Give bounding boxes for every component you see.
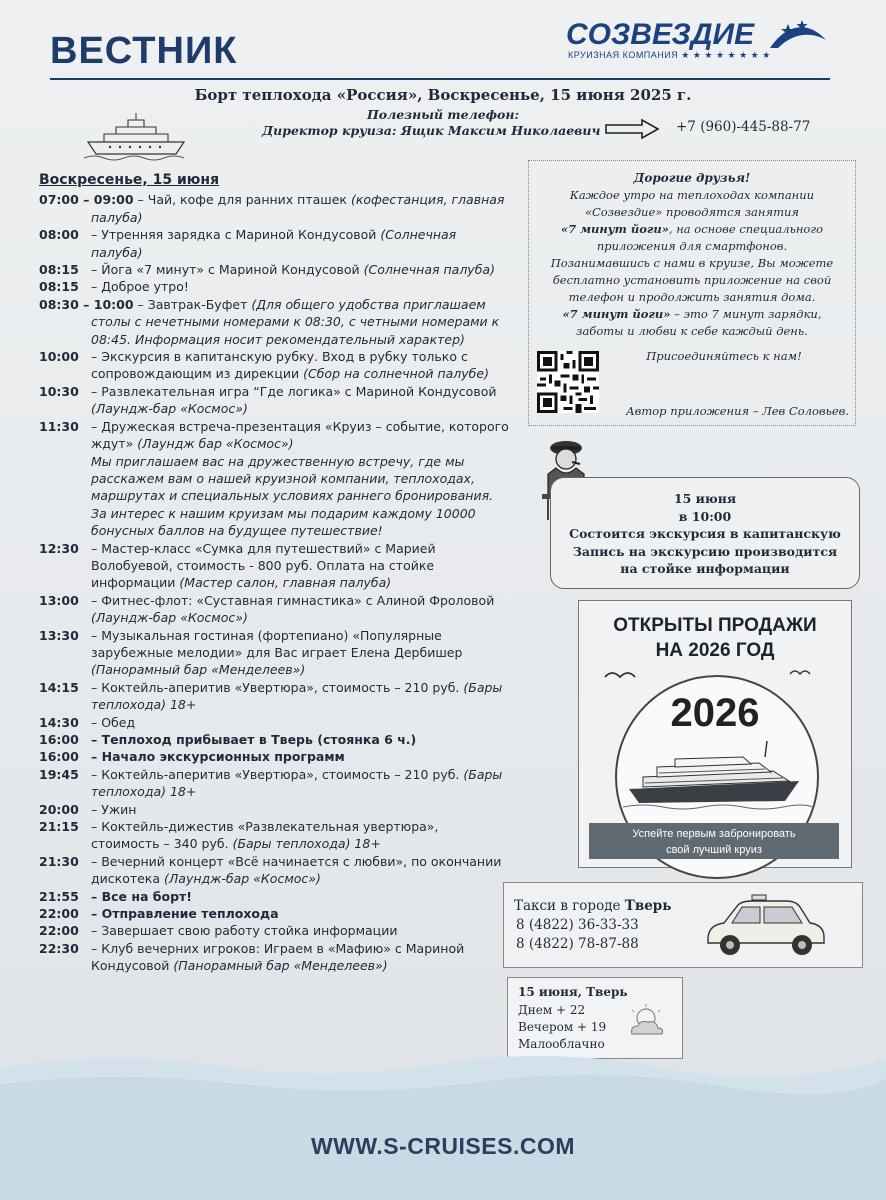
schedule-desc: – Чай, кофе для ранних пташек <box>137 192 347 208</box>
weather-day: Днем + 22 <box>518 1003 586 1017</box>
schedule-item <box>39 540 509 592</box>
schedule-location: (Панорамный бар «Менделеев») <box>173 958 388 974</box>
schedule-time: 08:00 <box>39 227 79 243</box>
yoga-name-2: «7 минут йоги» <box>562 307 671 321</box>
weather-condition: Малооблачно <box>518 1037 605 1051</box>
taxi-title <box>514 897 671 916</box>
cruise-ship-icon <box>623 741 813 811</box>
schedule-item <box>39 714 509 731</box>
schedule-time: 10:00 <box>39 349 79 365</box>
schedule-time: 22:00 <box>39 923 79 939</box>
schedule-desc: – Утренняя зарядка с Мариной Кондусовой <box>91 227 377 243</box>
schedule-item <box>39 766 509 801</box>
yoga-announcement <box>528 160 856 426</box>
sales-2026-ad[interactable] <box>578 600 852 868</box>
yoga-join: Присоединяйтесь к нам! <box>646 349 802 363</box>
schedule-location: (Солнечная палуба) <box>91 227 457 260</box>
schedule-location: (Лаундж-бар «Космос») <box>91 610 248 626</box>
schedule-item <box>39 888 509 905</box>
schedule-time: 14:30 <box>39 714 79 730</box>
useful-phone-label: Полезный телефон: <box>366 107 520 122</box>
schedule-desc: – Экскурсия в капитанскую рубку. Вход в рубку только с сопровождающим из дирекции <box>91 349 468 382</box>
brand-name: СОЗВЕЗДИЕ <box>566 18 755 51</box>
qr-code-icon[interactable] <box>537 351 599 413</box>
schedule-location: (Бары теплохода) 18+ <box>91 766 503 800</box>
schedule-item <box>39 922 509 939</box>
schedule-item <box>39 818 509 853</box>
schedule-item <box>39 940 509 975</box>
yoga-text-3: Позанимавшись с нами в круизе, Вы можете бесплатно установить приложение на свой телефон и продолжить занятия дома. <box>550 256 834 304</box>
masthead-title: ВЕСТНИК <box>50 30 238 72</box>
yoga-title: Дорогие друзья! <box>633 171 751 185</box>
schedule-title: Воскресенье, 15 июня <box>39 172 220 188</box>
sale-year: 2026 <box>670 691 760 735</box>
app-author: Автор приложения – Лев Соловьев. <box>625 404 849 418</box>
taxi-title-prefix: Такси в городе <box>514 898 625 914</box>
captain-excursion-notice <box>550 477 860 589</box>
schedule-desc: – Коктейль-аперитив «Увертюра», стоимость – 210 руб. <box>91 679 460 695</box>
schedule-time: 08:15 <box>39 279 79 295</box>
schedule-time: 20:00 <box>39 801 79 817</box>
schedule-item <box>39 278 509 295</box>
schedule-time: 10:30 <box>39 383 79 399</box>
schedule-desc: – Йога «7 минут» с Мариной Кондусовой <box>91 262 360 278</box>
schedule-location: (Мастер салон, главная палуба) <box>179 575 392 591</box>
schedule-desc: – Все на борт! <box>91 888 193 904</box>
schedule-desc: – Музыкальная гостиная (фортепиано) «Популярные зарубежные мелодии» для Вас играет Елена Дербишер <box>91 627 463 660</box>
schedule-desc: – Коктейль-аперитив «Увертюра», стоимость – 210 руб. <box>91 766 460 782</box>
excursion-line-2: Запись на экскурсию производится <box>572 543 838 559</box>
schedule-location: (Лаундж-бар «Космос») <box>91 401 248 417</box>
excursion-line-3: на стойке информации <box>620 561 790 576</box>
schedule-location: (Бары теплохода) 18+ <box>232 836 381 852</box>
schedule-description-paragraph: Мы приглашаем вас на дружественную встречу, где мы расскажем вам о нашей круизной компании, теплоходах, маршрутах и специальных условиях раннего бронирования. За интерес к нашим круизам мы подарим каждому 10000 бонусных баллов на будущее путешествие! <box>91 453 494 539</box>
schedule-desc: – Отправление теплохода <box>91 906 279 922</box>
taxi-info <box>503 882 863 968</box>
schedule-time: 16:00 <box>39 732 79 747</box>
schedule-time: 21:55 <box>39 888 79 904</box>
sale-caption-2: свой лучший круиз <box>666 844 762 856</box>
schedule-item <box>39 748 509 765</box>
director-phone[interactable]: +7 (960)-445-88-77 <box>676 119 811 135</box>
sale-caption-1: Успейте первым забронировать <box>632 828 796 840</box>
schedule-desc: – Завершает свою работу стойка информации <box>91 923 398 939</box>
schedule-item <box>39 418 509 540</box>
schedule-desc: – Начало экскурсионных программ <box>91 749 345 765</box>
ship-date-subtitle: Борт теплохода «Россия», Воскресенье, 15 июня 2025 г. <box>194 86 692 104</box>
schedule-item <box>39 853 509 888</box>
excursion-time: в 10:00 <box>678 508 732 524</box>
schedule-item <box>39 592 509 627</box>
schedule-desc: – Обед <box>91 714 136 730</box>
schedule-location: (Сбор на солнечной палубе) <box>303 366 489 382</box>
schedule-item <box>39 296 509 348</box>
schedule-time: 22:00 <box>39 906 79 922</box>
schedule-location: (кофестанция, главная палуба) <box>91 192 505 225</box>
taxi-phone-1[interactable]: 8 (4822) 36-33-33 <box>516 917 639 933</box>
schedule-desc: – Мастер-класс «Сумка для путешествий» с Марией Волобуевой, стоимость - 800 руб. Оплата на стойке информации <box>91 540 436 591</box>
arrow-right-icon <box>604 118 660 140</box>
schedule-desc: – Фитнес-флот: «Суставная гимнастика» с Алиной Фроловой <box>91 592 495 608</box>
schedule-desc: – Теплоход прибывает в Тверь (стоянка 6 ч.) <box>91 732 417 747</box>
seagull-icon <box>603 667 637 685</box>
yoga-name: «7 минут йоги» <box>560 222 669 236</box>
schedule-location: (Солнечная палуба) <box>363 262 495 278</box>
schedule-item <box>39 383 509 418</box>
schedule-location: (Бары теплохода) 18+ <box>91 679 503 713</box>
cruise-director: Директор круиза: Ящик Максим Николаевич <box>262 123 601 138</box>
sale-caption <box>589 823 839 859</box>
schedule-location: (Для общего удобства приглашаем столы с нечетными номерами к 08:30, с четными номерами к 08:45. Информация носит рекомендательный характер) <box>91 296 500 347</box>
brand-logo <box>560 18 828 66</box>
partly-cloudy-icon <box>624 1004 668 1040</box>
schedule-item <box>39 191 509 226</box>
schedule-time: 19:45 <box>39 766 79 782</box>
schedule-time: 14:15 <box>39 679 79 695</box>
schedule-time: 12:30 <box>39 540 79 556</box>
seagull-icon-2 <box>789 667 811 679</box>
schedule-time: 07:00 – 09:00 <box>39 192 134 208</box>
weather-title: 15 июня, Тверь <box>518 985 628 999</box>
schedule-item <box>39 226 509 261</box>
excursion-date: 15 июня <box>673 491 737 506</box>
yoga-text-1: Каждое утро на теплоходах компании «Созвездие» проводятся занятия <box>569 188 815 219</box>
yoga-text-2 <box>529 221 855 255</box>
schedule-item <box>39 731 509 748</box>
schedule-time: 08:30 – 10:00 <box>39 296 134 312</box>
ship-sketch-icon <box>84 112 196 162</box>
schedule-desc: – Ужин <box>91 801 137 817</box>
taxi-car-icon <box>702 891 828 961</box>
taxi-city: Тверь <box>624 898 672 914</box>
yoga-text-2-rest: , на основе специального приложения для смартфонов. <box>596 222 824 253</box>
schedule-time: 22:30 <box>39 940 79 956</box>
schedule-time: 21:15 <box>39 819 79 835</box>
schedule-location: (Панорамный бар «Менделеев») <box>91 662 306 678</box>
schedule-item <box>39 905 509 922</box>
schedule-desc: – Развлекательная игра “Где логика» с Мариной Кондусовой <box>91 383 497 399</box>
schedule-list <box>39 191 509 974</box>
schedule-time: 13:30 <box>39 627 79 643</box>
schedule-time: 11:30 <box>39 418 79 434</box>
schedule-desc: – Клуб вечерних игроков: Играем в «Мафию» с Мариной Кондусовой <box>91 940 465 974</box>
schedule-location: (Лаундж-бар «Космос») <box>164 871 321 887</box>
schedule-desc: – Коктейль-дижестив «Развлекательная увертюра», стоимость – 340 руб. <box>91 819 439 852</box>
website-link[interactable]: WWW.S-CRUISES.COM <box>310 1133 576 1159</box>
weather-evening: Вечером + 19 <box>518 1020 607 1034</box>
excursion-line-1: Состоится экскурсия в капитанскую <box>569 526 841 541</box>
sale-line-2: НА 2026 ГОД <box>655 640 775 661</box>
schedule-item <box>39 261 509 278</box>
yoga-text-4 <box>529 306 855 340</box>
footer-wave <box>0 1050 886 1200</box>
brand-subtitle: КРУИЗНАЯ КОМПАНИЯ ★ ★ ★ ★ ★ ★ ★ ★ <box>568 50 771 60</box>
yoga-text-4-rest: – это 7 минут зарядки, заботы и любви к себе каждый день. <box>576 307 822 338</box>
sale-line-1: ОТКРЫТЫ ПРОДАЖИ <box>613 615 817 636</box>
daily-schedule <box>39 172 509 975</box>
taxi-phone-2[interactable]: 8 (4822) 78-87-88 <box>516 936 639 952</box>
schedule-item <box>39 627 509 679</box>
schedule-desc: – Завтрак-Буфет <box>137 296 248 312</box>
schedule-desc: – Доброе утро! <box>91 279 189 295</box>
header-rule <box>50 78 830 80</box>
schedule-desc: – Дружеская встреча-презентация «Круиз – событие, которого ждут» <box>91 418 509 452</box>
schedule-time: 13:00 <box>39 592 79 608</box>
weather-forecast <box>507 977 683 1059</box>
schedule-time: 21:30 <box>39 853 79 869</box>
schedule-desc: – Вечерний концерт «Всё начинается с любви», по окончании дискотека <box>91 853 502 887</box>
schedule-location: (Лаундж бар «Космос») <box>137 436 294 452</box>
schedule-item <box>39 679 509 714</box>
schedule-time: 08:15 <box>39 262 79 278</box>
schedule-item <box>39 348 509 383</box>
schedule-time: 16:00 <box>39 749 79 765</box>
star-wave-icon <box>768 18 828 52</box>
schedule-item <box>39 801 509 818</box>
